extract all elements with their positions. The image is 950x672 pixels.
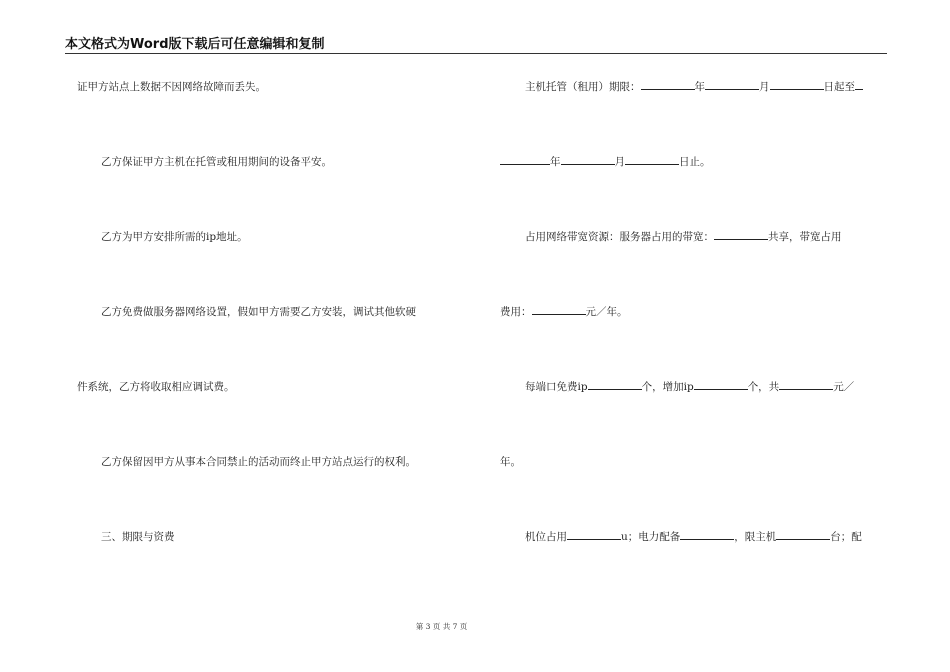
rack-label: 机位占用: [525, 531, 567, 543]
rack-limit-text: ，限主机: [734, 531, 777, 543]
ip-line: [525, 380, 854, 394]
day-end-text: 日止。: [679, 156, 711, 168]
left-line-3: 乙方为甲方安排所需的ip地址。: [101, 231, 248, 243]
page-number: 第 3 页 共 7 页: [415, 622, 468, 631]
ip-unit-3: 元／: [833, 381, 855, 393]
rack-tai-text: 台；配: [830, 531, 862, 543]
month-unit: 月: [759, 81, 770, 93]
document-header: 本文格式为Word版下载后可任意编辑和复制: [65, 37, 325, 52]
blank-field: [532, 305, 586, 315]
term-end-line: [500, 155, 711, 169]
month-unit: 月: [614, 156, 625, 168]
left-line-5: 件系统，乙方将收取相应调试费。: [77, 381, 235, 393]
header-divider: [65, 53, 887, 54]
bandwidth-label: 占用网络带宽资源：服务器占用的带宽：: [525, 231, 714, 243]
section-heading-term-fees: 三、期限与资费: [101, 531, 175, 543]
blank-field: [588, 380, 642, 390]
rack-u-text: u；电力配备: [621, 531, 681, 543]
bandwidth-line: [525, 230, 842, 244]
left-line-2: 乙方保证甲方主机在托管或租用期间的设备平安。: [101, 156, 332, 168]
left-line-4: 乙方免费做服务器网络设置，假如甲方需要乙方安装，调试其他软硬: [101, 306, 416, 318]
ip-unit-1: 个，增加ip: [641, 381, 694, 393]
blank-field: [641, 80, 695, 90]
term-start-line: [525, 80, 863, 94]
blank-field: [500, 155, 550, 165]
blank-field: [625, 155, 679, 165]
blank-field: [561, 155, 615, 165]
ip-label: 每端口免费ip: [525, 381, 588, 393]
blank-field: [567, 530, 621, 540]
year-unit: 年: [550, 156, 561, 168]
bandwidth-shared-text: 共享，带宽占用: [768, 231, 842, 243]
term-label: 主机托管（租用）期限：: [525, 81, 641, 93]
ip-unit-2: 个，共: [747, 381, 780, 393]
year-unit: 年: [694, 81, 705, 93]
fee-unit: 元／年。: [585, 306, 628, 318]
blank-field: [776, 530, 830, 540]
blank-field: [779, 380, 833, 390]
rack-line: [525, 530, 862, 544]
blank-field: [855, 80, 863, 90]
left-line-6: 乙方保留因甲方从事本合同禁止的活动而终止甲方站点运行的权利。: [101, 456, 416, 468]
fee-line: [500, 305, 628, 319]
day-from-text: 日起至: [823, 81, 855, 93]
left-line-1: 证甲方站点上数据不因网络故障而丢失。: [77, 81, 266, 93]
fee-label: 费用：: [500, 306, 532, 318]
blank-field: [714, 230, 768, 240]
blank-field: [680, 530, 734, 540]
year-line: 年。: [500, 456, 521, 468]
blank-field: [770, 80, 824, 90]
blank-field: [694, 380, 748, 390]
blank-field: [705, 80, 759, 90]
